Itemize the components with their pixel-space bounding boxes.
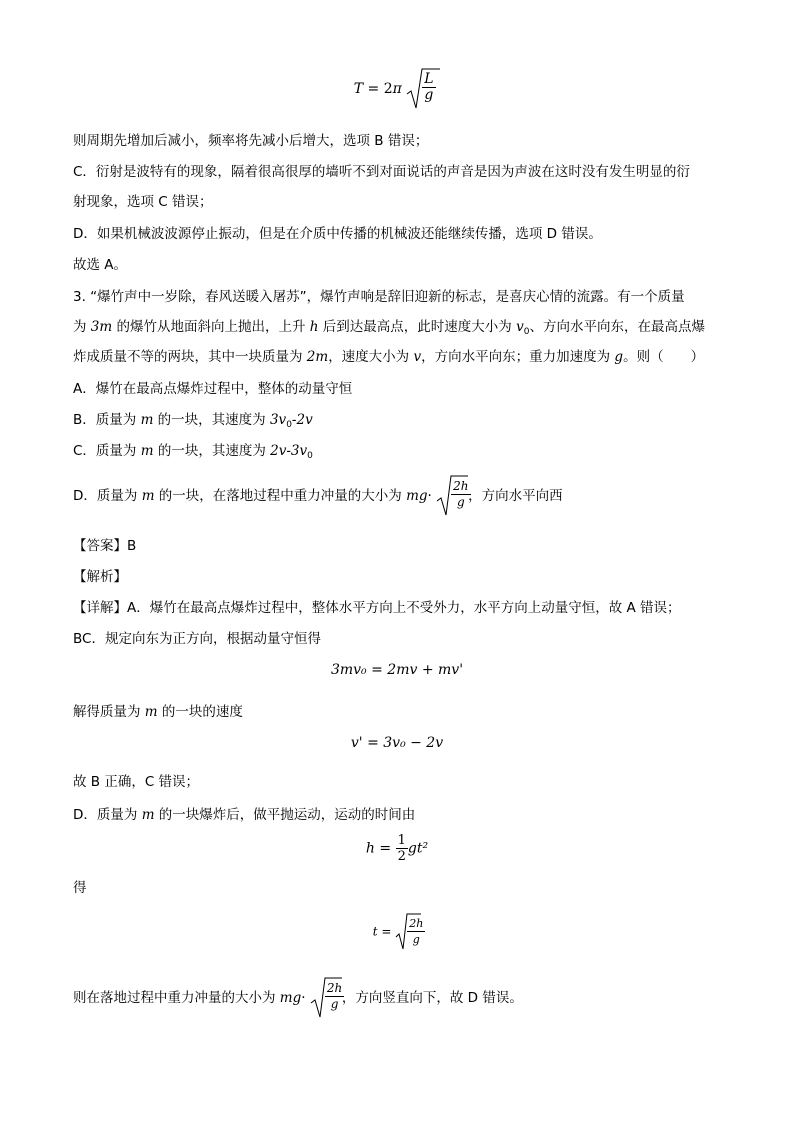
eq-rhs: gt² [407,840,429,857]
math-mg: mg [279,990,302,1006]
math-expr: 3v [269,412,287,428]
frac-num: 2h [326,981,343,995]
text-line-2: C．衍射是波特有的现象，隔着很高很厚的墙听不到对面说话的声音是因为声波在这时没有发生明显的衍 [73,164,690,180]
equation-height [0,833,794,864]
formula-lhs: T [353,81,364,97]
math-mg: mg [406,488,428,504]
option-d [73,475,563,517]
math-dot: · [301,990,306,1006]
text-span: 的一块的速度 [157,704,243,720]
eq-fraction [396,833,408,864]
solve-line [73,703,243,721]
text-line-4: D．如果机械波波源停止振动，但是在介质中传播的机械波还能继续传播，选项 D 错误。 [73,226,602,242]
text-span: 则在落地过程中重力冲量的大小为 [73,990,280,1006]
question-3-line-3 [73,348,704,366]
math-2m: 2m [306,349,329,365]
frac-den: g [412,933,420,946]
formula-num: L [424,71,434,87]
text-span: ，方向竖直向下，故 D 错误。 [341,990,523,1006]
frac-num: 2h [409,917,424,930]
option-a: A．爆竹在最高点爆炸过程中，整体的动量守恒 [73,381,353,397]
text-span: ，方向水平向东；重力加速度为 [421,349,615,365]
sqrt-fraction [451,479,470,510]
text-span: 的一块，其速度为 [153,443,271,459]
text-span: B．质量为 [73,412,141,428]
detail-line-1: 【详解】A．爆竹在最高点爆炸过程中，整体水平方向上不受外力，水平方向上动量守恒，故 A 错误； [73,600,681,616]
equation-velocity: v' = 3v₀ − 2v [350,735,444,751]
text-span: 的一块，其速度为 [153,412,270,428]
text-line-5: 故选 A。 [73,257,128,273]
text-span: 后到达最高点，此时速度大小为 [318,319,517,335]
text-span: D．质量为 [73,488,142,504]
equation-momentum: 3mv₀ = 2mv + mv' [330,662,464,678]
text-span: ，方向水平向西 [468,488,563,504]
math-m: m [140,443,154,459]
text-span: 、方向水平向东，在最高点爆 [529,319,705,335]
formula-pi: π [392,81,402,97]
eq-lhs: h = [365,840,392,857]
frac-num: 1 [397,833,406,848]
text-span: ，速度大小为 [328,349,414,365]
frac-den: g [456,495,465,509]
question-3-line-2 [73,318,705,341]
detail-line-2: BC．规定向东为正方向，根据动量守恒得 [73,631,321,647]
math-expr: -2v [291,412,313,428]
option-c [73,442,313,465]
formula-period [0,68,794,110]
equation-time [0,913,794,951]
math-v: v [516,319,524,335]
text-span: 解得质量为 [73,704,145,720]
option-b [73,411,313,434]
text-line-1: 则周期先增加后减小，频率将先减小后增大，选项 B 错误； [73,133,429,149]
last-line [73,977,523,1019]
formula-fraction [422,72,435,103]
text-span: D．质量为 [73,807,142,823]
text-span: 为 [73,319,91,335]
detail-d-line [73,806,415,824]
math-h: h [309,319,319,335]
math-g: g [614,349,624,365]
conclusion-line: 故 B 正确，C 错误； [73,774,200,790]
math-expr: 2v-3v [270,443,308,459]
text-span: 的一块爆炸后，做平抛运动，运动的时间由 [154,807,416,823]
sqrt-symbol [406,68,440,110]
frac-num: 2h [453,479,469,493]
eq-lhs: t = [372,924,392,939]
sqrt-fraction [325,981,344,1012]
sqrt-symbol [310,977,342,1019]
math-m: m [141,807,155,823]
text-span: 炸成质量不等的两块，其中一块质量为 [73,349,307,365]
text-span: C．质量为 [73,443,141,459]
sqrt-fraction [407,916,425,947]
answer-label: 【答案】B [73,538,137,554]
math-m: m [140,412,154,428]
math-m: m [144,704,158,720]
math-sub: 0 [523,327,530,337]
math-3m: 3m [90,319,113,335]
formula-eq: = 2 [367,81,393,97]
math-sub: 0 [286,420,292,430]
math-m: m [141,488,155,504]
sqrt-symbol [436,475,468,517]
math-v: v [413,349,422,365]
text-line-3: 射现象，选项 C 错误； [73,194,213,210]
text-span: 的一块，在落地过程中重力冲量的大小为 [154,488,407,504]
sqrt-symbol [395,913,424,951]
math-dot: · [427,488,432,504]
question-3-line-1: 3. “爆竹声中一岁除，春风送暖入屠苏”，爆竹声响是辞旧迎新的标志，是喜庆心情的流露。有一个质量 [73,289,685,305]
text-span: 的爆竹从地面斜向上抛出，上升 [112,319,310,335]
math-sub: 0 [307,451,313,461]
de-line: 得 [73,880,87,896]
analysis-label: 【解析】 [73,569,127,585]
formula-den: g [424,87,434,103]
frac-den: 2 [397,849,406,864]
frac-den: g [330,997,339,1011]
text-span: 。则（ ） [623,349,705,365]
